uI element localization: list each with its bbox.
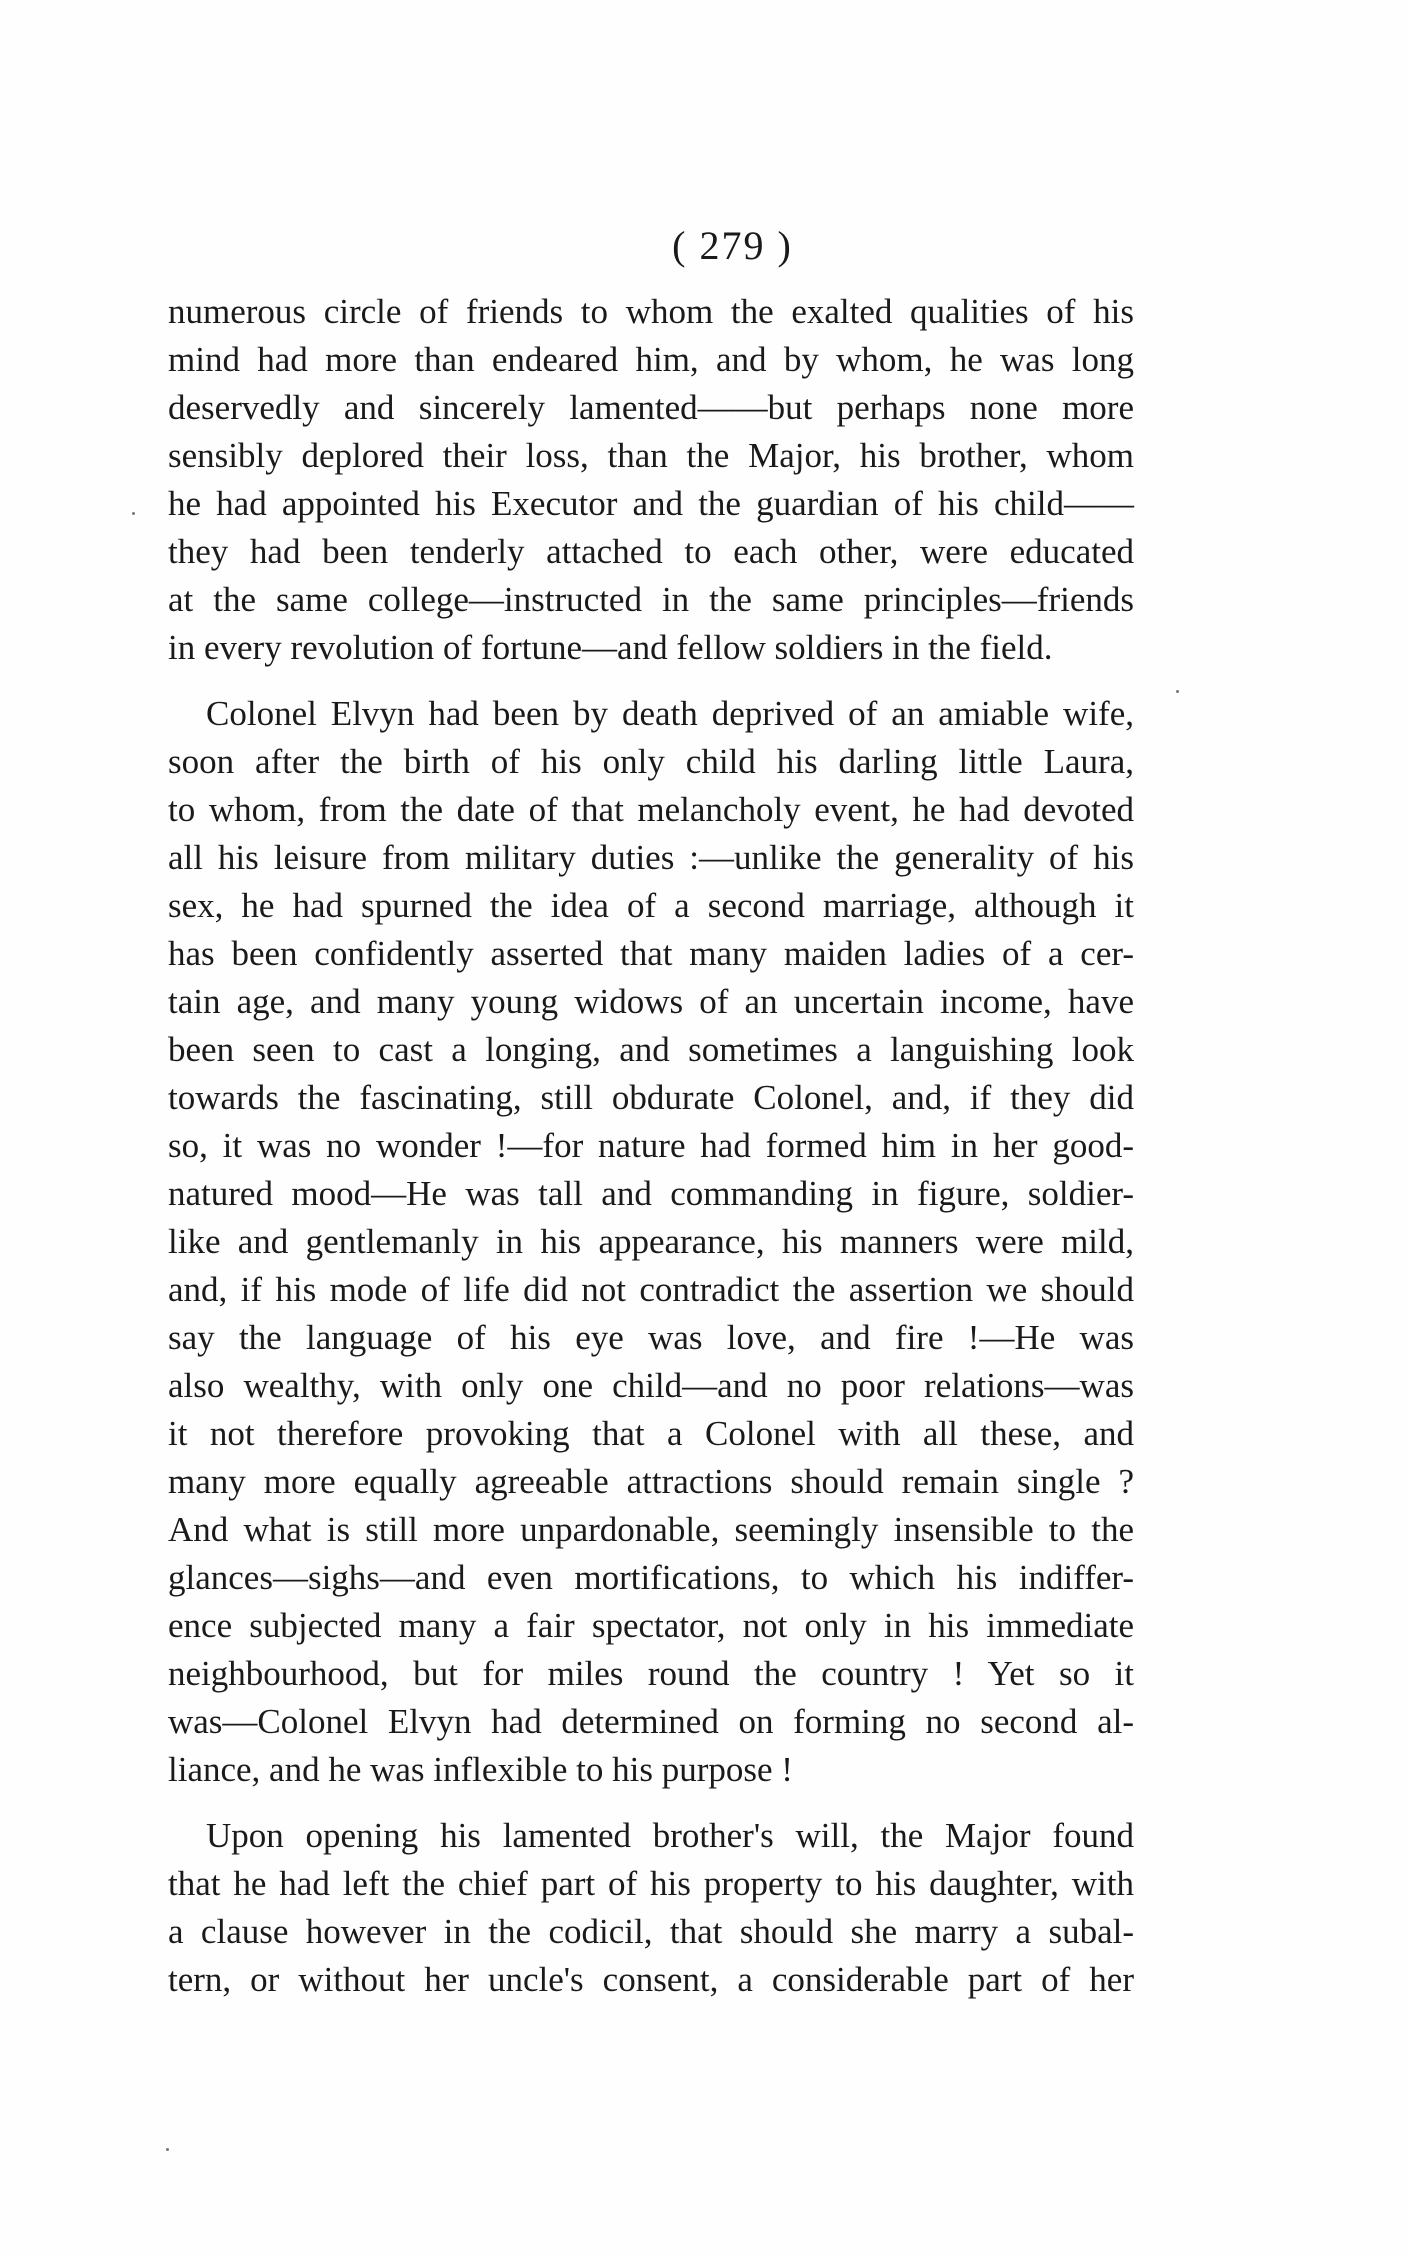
- text-line: so, it was no wonder !—for nature had formed him in her good-: [168, 1126, 1134, 1165]
- text-line: to whom, from the date of that melancholy event, he had devoted: [168, 790, 1134, 829]
- text-line: been seen to cast a longing, and sometimes a languishing look: [168, 1030, 1134, 1069]
- page-number: ( 279 ): [672, 223, 793, 268]
- text-line: glances—sighs—and even mortifications, to which his indiffer-: [168, 1558, 1134, 1597]
- text-line: that he had left the chief part of his property to his daughter, with: [168, 1864, 1134, 1903]
- text-line: has been confidently asserted that many maiden ladies of a cer-: [168, 934, 1134, 973]
- text-line: was—Colonel Elvyn had determined on forming no second al-: [168, 1702, 1134, 1741]
- paragraph-2: [168, 690, 1134, 1794]
- paragraph-3: [168, 1812, 1134, 2004]
- text-line: towards the fascinating, still obdurate Colonel, and, if they did: [168, 1078, 1134, 1117]
- text-line: it not therefore provoking that a Colonel with all these, and: [168, 1414, 1134, 1453]
- text-line: natured mood—He was tall and commanding in figure, soldier-: [168, 1174, 1134, 1213]
- text-line: Upon opening his lamented brother's will, the Major found: [206, 1816, 1134, 1855]
- text-line: like and gentlemanly in his appearance, his manners were mild,: [168, 1222, 1134, 1261]
- text-line: And what is still more unpardonable, seemingly insensible to the: [168, 1510, 1134, 1549]
- text-line: all his leisure from military duties :—unlike the generality of his: [168, 838, 1134, 877]
- text-line: many more equally agreeable attractions should remain single ?: [168, 1462, 1134, 1501]
- text-line: liance, and he was inflexible to his purpose !: [168, 1750, 793, 1789]
- text-line: tain age, and many young widows of an uncertain income, have: [168, 982, 1134, 1021]
- text-line: and, if his mode of life did not contradict the assertion we should: [168, 1270, 1134, 1309]
- text-line: tern, or without her uncle's consent, a considerable part of her: [168, 1960, 1134, 1999]
- paper-speck: [132, 512, 135, 515]
- text-line: at the same college—instructed in the same principles—friends: [168, 580, 1134, 619]
- paper-speck: [166, 2148, 169, 2151]
- text-line: they had been tenderly attached to each other, were educated: [168, 532, 1134, 571]
- body-text: [168, 288, 1134, 2004]
- text-line: neighbourhood, but for miles round the country ! Yet so it: [168, 1654, 1134, 1693]
- paragraph-1: [168, 288, 1134, 672]
- text-line: deservedly and sincerely lamented——but perhaps none more: [168, 388, 1134, 427]
- text-line: sex, he had spurned the idea of a second marriage, although it: [168, 886, 1134, 925]
- text-line: Colonel Elvyn had been by death deprived of an amiable wife,: [206, 694, 1134, 733]
- text-line: a clause however in the codicil, that should she marry a subal-: [168, 1912, 1134, 1951]
- text-line: ence subjected many a fair spectator, not only in his immediate: [168, 1606, 1134, 1645]
- text-line: he had appointed his Executor and the guardian of his child——: [168, 484, 1134, 523]
- text-line: mind had more than endeared him, and by whom, he was long: [168, 340, 1134, 379]
- text-line: sensibly deplored their loss, than the Major, his brother, whom: [168, 436, 1134, 475]
- text-line: soon after the birth of his only child his darling little Laura,: [168, 742, 1134, 781]
- text-line: say the language of his eye was love, and fire !—He was: [168, 1318, 1134, 1357]
- text-line: in every revolution of fortune—and fellow soldiers in the field.: [168, 628, 1053, 667]
- text-line: also wealthy, with only one child—and no poor relations—was: [168, 1366, 1134, 1405]
- text-line: numerous circle of friends to whom the exalted qualities of his: [168, 292, 1134, 331]
- paper-speck: [1176, 690, 1179, 693]
